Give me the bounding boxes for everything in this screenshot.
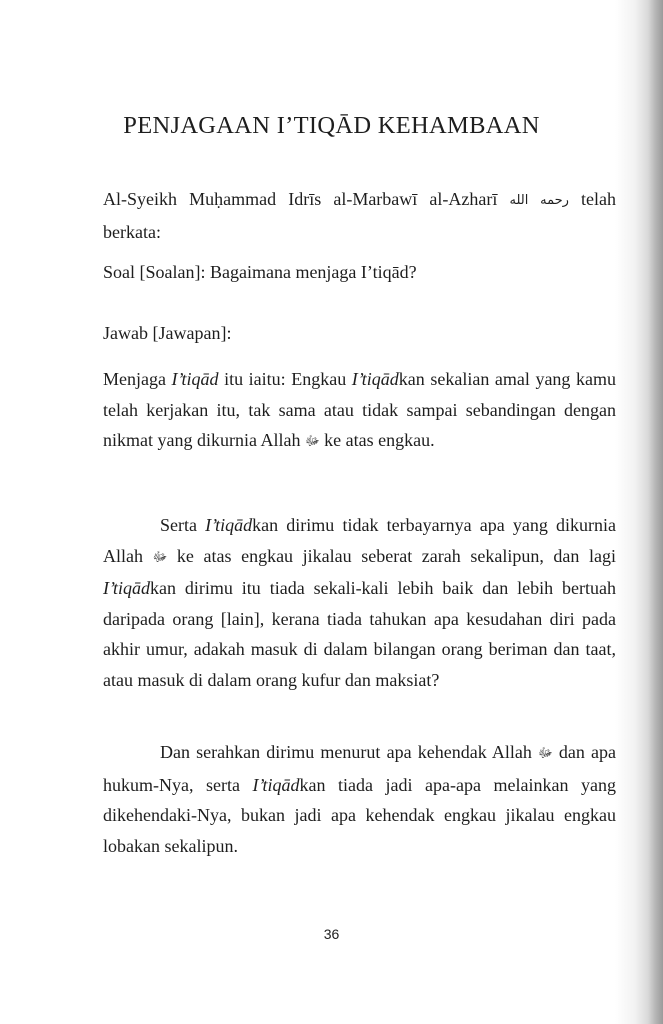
allah-glyph-icon: ﷻ <box>538 746 553 761</box>
p2-text-4: kan dirimu itu tiada sekali-kali lebih baik dan lebih bertuah daripada orang [lain], kerana tiada tahukan apa kesudahan diri pada akhir umur, adakah masuk di dalam bilangan orang beriman dan taat, atau masuk di dalam orang kufur dan maksiat? <box>103 578 616 690</box>
p1-text-1: Menjaga <box>103 369 172 389</box>
p1-text-4: ke atas engkau. <box>324 430 435 450</box>
intro-author: Al-Syeikh Muḥammad Idrīs al-Marbawī al-Azharī <box>103 189 498 209</box>
p2-text-3: ke atas engkau jikalau seberat zarah sekalipun, dan lagi <box>176 545 617 566</box>
p3-text-2: dan apa hukum-Nya, serta <box>103 742 617 795</box>
chapter-title: PENJAGAAN I’TIQĀD KEHAMBAAN <box>123 112 540 139</box>
question-line: Soal [Soalan]: Bagaimana menjaga I’tiqād? <box>103 262 417 282</box>
allah-glyph-icon: ﷻ <box>152 549 168 565</box>
page-number: 36 <box>323 926 340 942</box>
intro-paragraph <box>103 184 616 247</box>
paragraph-1 <box>103 364 616 458</box>
p3-text-1: Dan serahkan dirimu menurut apa kehendak Allah <box>160 742 532 762</box>
p1-italic-itiqad-2: I’tiqād <box>351 369 399 389</box>
p2-italic-itiqad-1: I’tiqād <box>205 515 253 535</box>
p3-text-3: kan tiada jadi apa-apa melainkan yang dikehendaki-Nya, bukan jadi apa kehendak engkau jikalau engkau lobakan sekalipun. <box>103 774 616 856</box>
p1-text-2: itu iaitu: Engkau <box>218 369 352 389</box>
paragraph-3 <box>103 737 616 861</box>
p1-italic-itiqad-1: I’tiqād <box>171 369 219 389</box>
p1-text-3: kan sekalian amal yang kamu telah kerjakan itu, tak sama atau tidak sampai sebandingan dengan nikmat yang dikurnia Allah <box>103 369 616 450</box>
allah-glyph-icon: ﷻ <box>304 434 320 449</box>
p2-italic-itiqad-2: I’tiqād <box>103 578 150 598</box>
p2-text-2: kan dirimu tidak terbayarnya apa yang dikurnia Allah <box>103 515 616 566</box>
intro-said: telah berkata: <box>103 189 617 242</box>
honorific-arabic-symbol: رحمه الله <box>509 193 569 208</box>
p2-text-1: Serta <box>160 515 206 535</box>
paragraph-2 <box>103 510 616 695</box>
p3-italic-itiqad-1: I’tiqād <box>252 774 300 795</box>
answer-label: Jawab [Jawapan]: <box>103 323 232 343</box>
